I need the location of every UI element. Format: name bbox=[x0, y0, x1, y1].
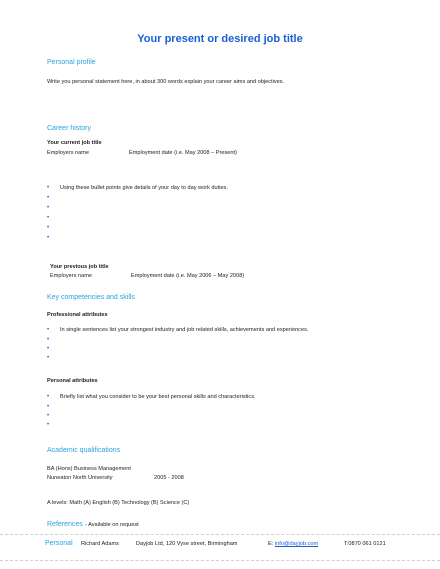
bullet-icon: • bbox=[47, 225, 50, 231]
email-prefix: E: bbox=[268, 541, 274, 547]
list-item-text: Using these bullet points give details of your day to day work duties. bbox=[60, 185, 228, 191]
bullet-icon: • bbox=[47, 346, 50, 352]
footer-email bbox=[268, 541, 318, 547]
degree: BA (Hons) Business Management bbox=[47, 466, 131, 472]
bullet-icon: • bbox=[47, 327, 50, 333]
current-job-title: Your current job title bbox=[47, 140, 102, 146]
bullet-icon: • bbox=[47, 355, 50, 361]
list-item-text: In single sentences list your strongest industry and job related skills, achievements and experiences. bbox=[60, 327, 309, 333]
references-heading: References bbox=[47, 521, 83, 528]
a-levels: A levels: Math (A) English (B) Technology (B) Science (C) bbox=[47, 500, 190, 506]
footer-name: Richard Adams bbox=[81, 541, 119, 547]
bullet-icon: • bbox=[47, 337, 50, 343]
list-item-text: Briefly list what you consider to be your best personal skills and characteristics. bbox=[60, 394, 256, 400]
bullet-icon: • bbox=[47, 205, 50, 211]
bullet-icon: • bbox=[47, 185, 50, 191]
professional-heading: Professional attributes bbox=[47, 312, 108, 318]
previous-job-title: Your previous job title bbox=[50, 264, 109, 270]
bullet-icon: • bbox=[47, 422, 50, 428]
previous-date: Employment date (i.e. May 2006 – May 2008) bbox=[131, 273, 245, 279]
references-text: - Available on request bbox=[85, 522, 139, 528]
footer-phone: T:0870 061 0121 bbox=[344, 541, 386, 547]
current-date: Employment date (i.e. May 2008 – Present) bbox=[129, 150, 237, 156]
page-title: Your present or desired job title bbox=[137, 33, 303, 45]
footer-divider-bottom bbox=[0, 560, 440, 561]
footer-address: Dayjob Ltd, 120 Vyse street, Birmingham bbox=[136, 541, 238, 547]
footer-divider bbox=[0, 534, 440, 535]
bullet-icon: • bbox=[47, 404, 50, 410]
current-employer: Employers name bbox=[47, 150, 89, 156]
profile-text: Write you personal statement here, in about 300 words explain your career aims and objectives. bbox=[47, 79, 285, 85]
email-link[interactable]: info@dayjob.com bbox=[274, 541, 319, 547]
previous-employer: Employers name bbox=[50, 273, 92, 279]
career-heading: Career history bbox=[47, 125, 91, 132]
university: Nuneaton North University bbox=[47, 475, 113, 481]
bullet-icon: • bbox=[47, 235, 50, 241]
academic-heading: Academic qualifications bbox=[47, 447, 121, 454]
personal-attr-heading: Personal attributes bbox=[47, 378, 98, 384]
bullet-icon: • bbox=[47, 394, 50, 400]
degree-years: 2005 - 2008 bbox=[154, 475, 184, 481]
profile-heading: Personal profile bbox=[47, 59, 96, 66]
footer-label: Personal bbox=[45, 540, 73, 547]
bullet-icon: • bbox=[47, 195, 50, 201]
bullet-icon: • bbox=[47, 413, 50, 419]
competencies-heading: Key competencies and skills bbox=[47, 294, 135, 301]
bullet-icon: • bbox=[47, 215, 50, 221]
